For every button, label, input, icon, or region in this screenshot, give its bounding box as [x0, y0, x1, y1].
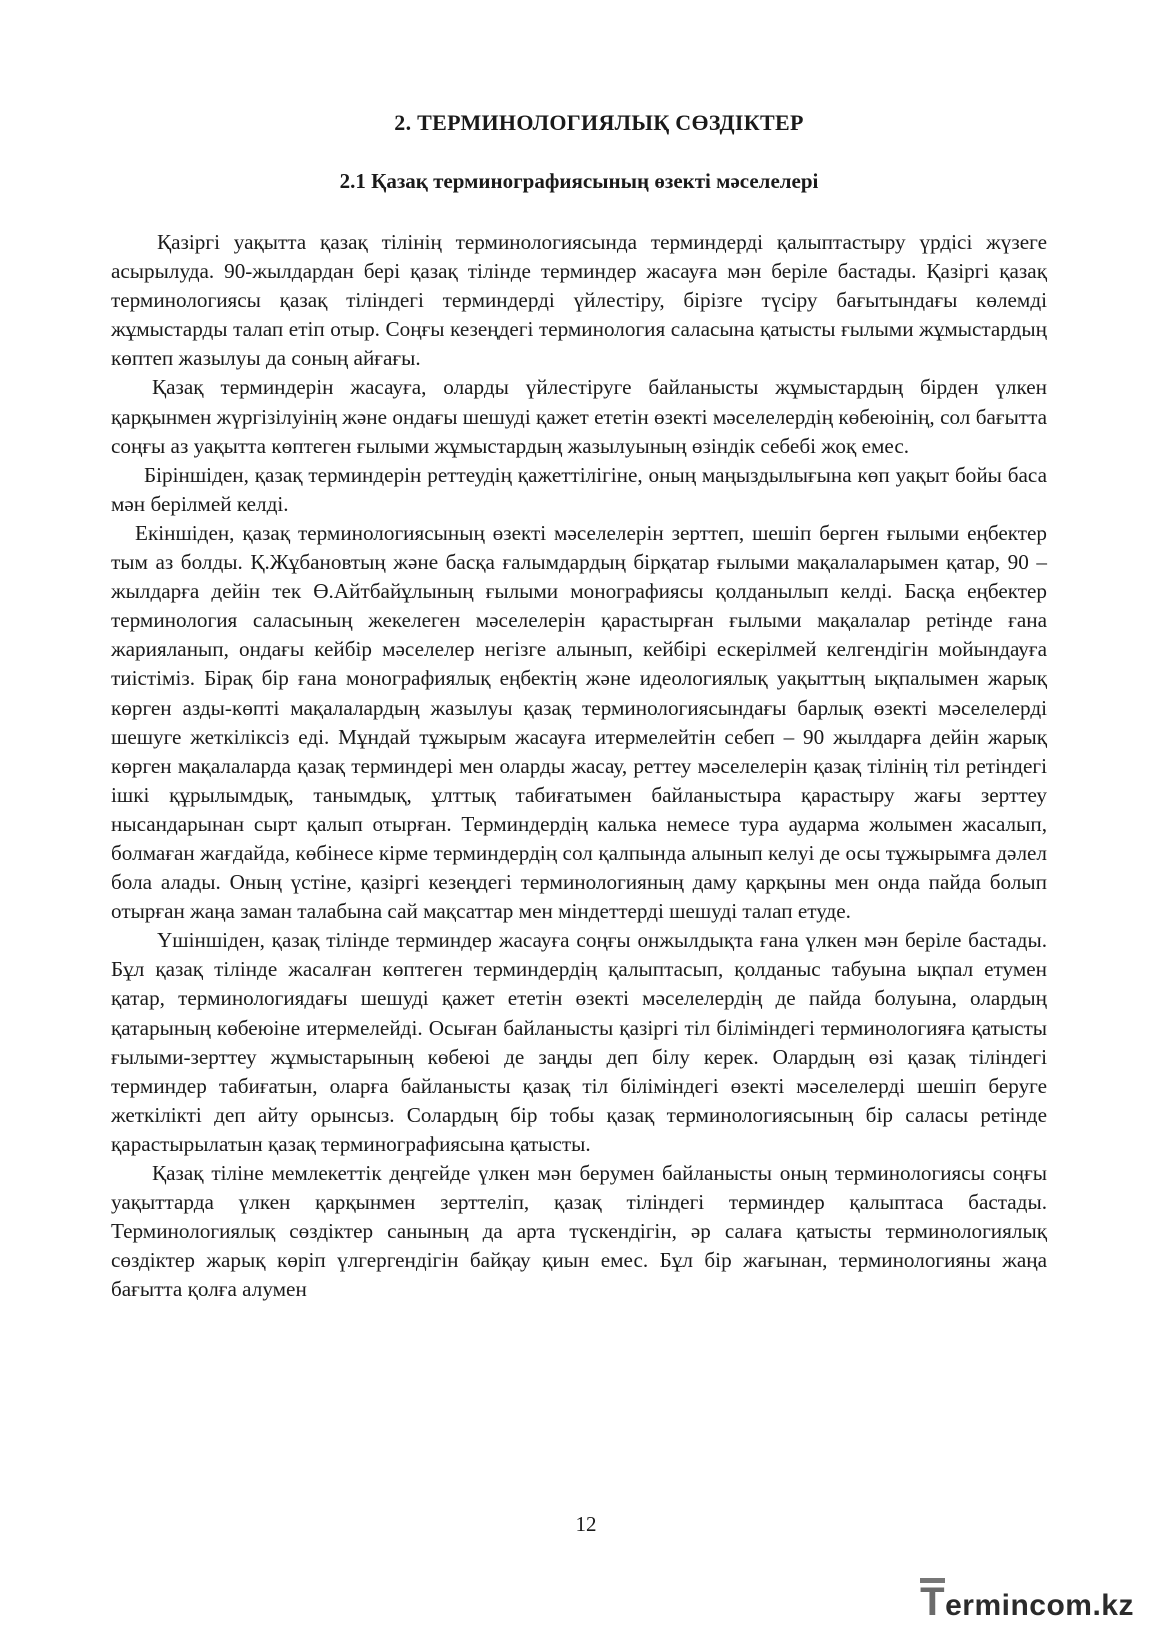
paragraph: Қазақ терминдерін жасауға, оларды үйлестіруге байланысты жұмыстардың бірден үлкен қарқынмен жүргізілуінің және ондағы шешуді қажет ететін өзекті мәселелердің көбеюінің, сол бағытта соңғы аз уақытта көптеген ғылыми жұмыстардың жазылуының өзіндік себебі жоқ емес. [111, 375, 1047, 458]
paragraph: Үшіншіден, қазақ тілінде терминдер жасауға соңғы онжылдықта ғана үлкен мән беріле бастады. Бұл қазақ тілінде жасалған көптеген терминдердің қалыптасып, қолданыс табуына ықпал етумен қатар, терминологиядағы шешуді қажет ететін өзекті мәселелердің де пайда болуына, олардың қатарының көбеюіне итермелейді. Осыған байланысты қазіргі тіл біліміндегі терминологияға қатысты ғылыми-зерттеу жұмыстарының көбеюі де заңды деп білу керек. Олардың өзі қазақ тіліндегі терминдер табиғатын, оларға байланысты қазақ тіл біліміндегі өзекті мәселелерді шешіп беруге жеткілікті деп айту орынсыз. Солардың бір тобы қазақ терминологиясының бір саласы ретінде қарастырылатын қазақ терминографиясына қатысты. [111, 928, 1047, 1156]
body-text [111, 228, 1047, 1304]
logo-text: erminc [945, 1589, 1047, 1622]
page-number: 12 [575, 1512, 597, 1536]
section-title: 2.1 Қазақ терминографиясының өзекті мәселелері [339, 169, 819, 193]
paragraph: Екіншіден, қазақ терминологиясының өзекті мәселелерін зерттеп, шешіп берген ғылыми еңбектер тым аз болды. Қ.Жұбановтың және басқа ғалымдардың бірқатар ғылыми мақалаларымен қатар, 90 – жылдарға дейін тек Ө.Айтбайұлының ғылыми монографиясы қолданылып келді. Басқа еңбектер терминология саласының жекелеген мәселелерін қарастырған ғылыми мақалалар ретінде ғана жарияланып, ондағы кейбір мәселелер негізге алынып, кейбірі ескерілмей келгендігін мойындауға тиістіміз. Бірақ бір ғана монографиялық еңбектің және идеологиялық уақыттың ықпалымен жарық көрген азды-көпті мақалалардың жазылуы қазақ терминологиясындағы барлық өзекті мәселелерді шешуге жеткіліксіз еді. Мұндай тұжырым жасауға итермелейтін себеп – 90 жылдарға дейін жарық көрген мақалаларда қазақ терминдері мен оларды жасау, реттеу мәселелерін қазақ тілінің тіл ретіндегі ішкі құрылымдық, танымдық, ұлттық табиғатымен байланыстыра қарастыру жағы зерттеу нысандарынан сырт қалып отырған. Терминдердің калька немесе тура аударма жолымен жасалып, болмаған жағдайда, көбінесе кірме терминдердің сол қалпында алынып келуі де осы тұжырымға дәлел бола алады. Оның үстіне, қазіргі кезеңдегі терминологияның даму қарқыны мен онда пайда болып отырған жаңа заман талабына сай мақсаттар мен міндеттерді шешуді талап етуде. [111, 520, 1047, 924]
paragraph: Біріншіден, қазақ терминдерін реттеудің қажеттілігіне, оның маңыздылығына көп уақыт бойы баса мән берілмей келді. [111, 462, 1047, 516]
logo-text: m.kz [1065, 1589, 1134, 1622]
paragraph: Қазақ тіліне мемлекеттік деңгейде үлкен мән берумен байланысты оның терминологиясы соңғы уақыттарда үлкен қарқынмен зерттеліп, қазақ тіліндегі терминдер қалыптаса бастады. Терминологиялық сөздіктер санының да арта түскендігін, әр салаға қатысты терминологиялық сөздіктер жарық көріп үлгергендігін байқау қиын емес. Бұл бір жағынан, терминологияны жаңа бағытта қолға алумен [111, 1161, 1047, 1302]
paragraph: Қазіргі уақытта қазақ тілінің терминологиясында терминдерді қалыптастыру үрдісі жүзеге асырылуда. 90-жылдардан бері қазақ тілінде терминдер жасауға мән беріле бастады. Қазіргі қазақ терминологиясы қазақ тіліндегі терминдерді үйлестіру, бірізге түсіру бағытындағы көлемді жұмыстарды талап етіп отыр. Соңғы кезеңдегі терминология саласына қатысты ғылыми жұмыстардың көптеп жазылуы да соның айғағы. [111, 230, 1047, 371]
logo-text: o [1046, 1589, 1066, 1622]
termincom-logo [920, 1578, 1134, 1623]
logo-letter-t: T [920, 1580, 946, 1624]
chapter-title: 2. ТЕРМИНОЛОГИЯЛЫҚ СӨЗДІКТЕР [394, 110, 804, 135]
